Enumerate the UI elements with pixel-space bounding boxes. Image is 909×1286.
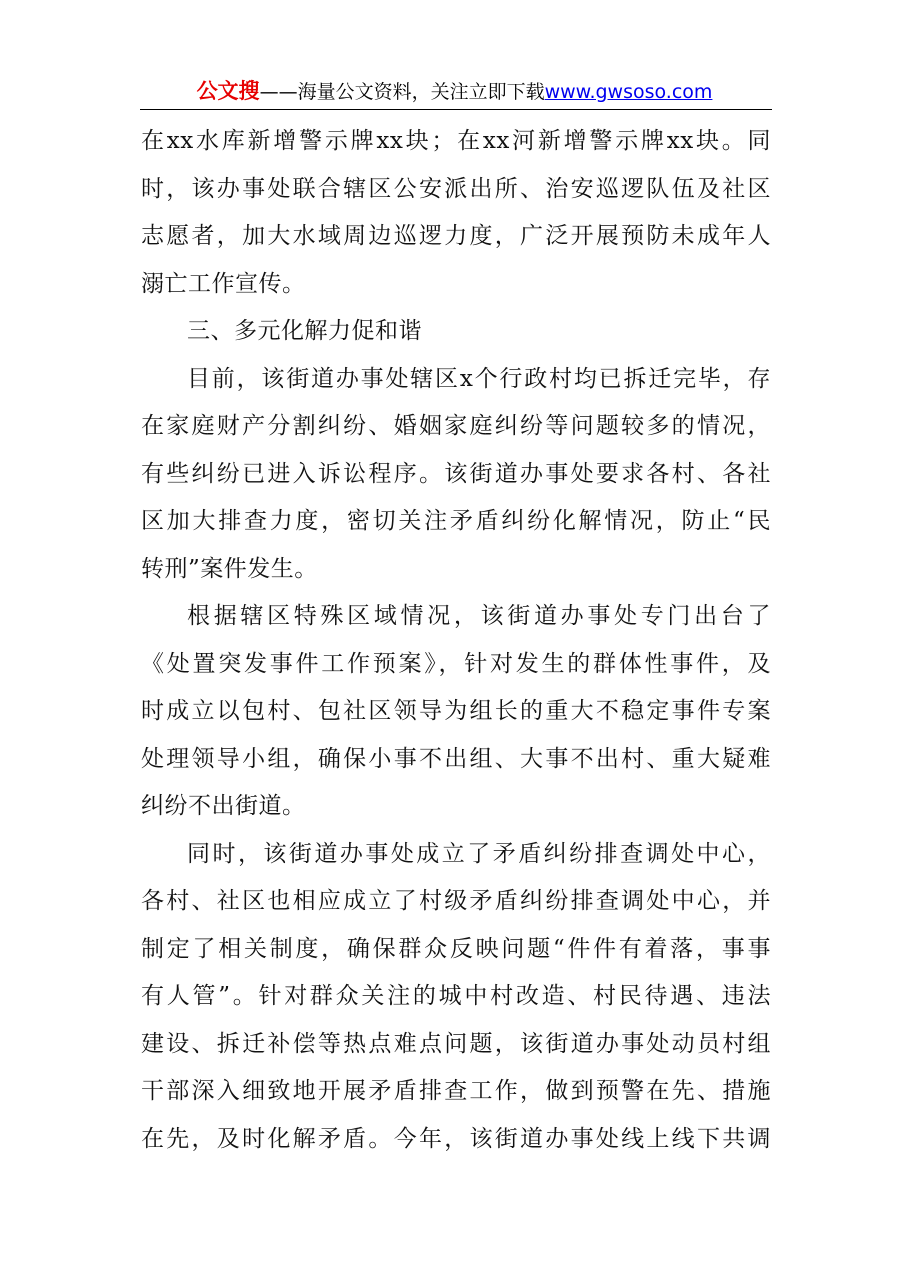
brand-logo-text: 公文搜 [196, 79, 260, 103]
text-line: 纠纷不出街道。 [141, 793, 306, 819]
header-link[interactable]: www.gwsoso.com [544, 81, 713, 103]
text-line: 有人管”。针对群众关注的城中村改造、村民待遇、违法 [141, 983, 771, 1009]
document-body [141, 118, 771, 1163]
page-header [0, 78, 909, 105]
text-line: 在xx水库新增警示牌xx块；在xx河新增警示牌xx块。同 [141, 128, 771, 154]
text-line: 志愿者，加大水域周边巡逻力度，广泛开展预防未成年人 [141, 223, 771, 249]
text-line: 《处置突发事件工作预案》，针对发生的群体性事件，及 [141, 650, 771, 677]
text-line: 转刑”案件发生。 [141, 555, 318, 582]
header-divider [140, 109, 772, 110]
text-line: 干部深入细致地开展矛盾排查工作，做到预警在先、措施 [141, 1078, 771, 1104]
text-line: 同时，该街道办事处成立了矛盾纠纷排查调处中心， [187, 840, 771, 867]
text-line: 根据辖区特殊区域情况，该街道办事处专门出台了 [187, 603, 771, 629]
text-line: 溺亡工作宣传。 [141, 270, 306, 297]
text-line: 有些纠纷已进入诉讼程序。该街道办事处要求各村、各社 [141, 460, 771, 487]
text-line: 区加大排查力度，密切关注矛盾纠纷化解情况，防止“民 [141, 508, 771, 534]
header-tagline: ——海量公文资料，关注立即下载 [259, 81, 545, 103]
text-line: 目前，该街道办事处辖区x个行政村均已拆迁完毕，存 [187, 365, 771, 392]
text-line: 各村、社区也相应成立了村级矛盾纠纷排查调处中心，并 [141, 888, 771, 914]
text-line: 处理领导小组，确保小事不出组、大事不出村、重大疑难 [141, 745, 771, 772]
text-line: 制定了相关制度，确保群众反映问题“件件有着落，事事 [141, 935, 771, 962]
text-line: 在先，及时化解矛盾。今年，该街道办事处线上线下共调 [141, 1125, 771, 1152]
text-line: 在家庭财产分割纠纷、婚姻家庭纠纷等问题较多的情况， [141, 413, 771, 439]
text-line: 时成立以包村、包社区领导为组长的重大不稳定事件专案 [141, 698, 771, 724]
text-line: 时，该办事处联合辖区公安派出所、治安巡逻队伍及社区 [141, 175, 771, 202]
section-heading: 三、多元化解力促和谐 [187, 318, 422, 344]
text-line: 建设、拆迁补偿等热点难点问题，该街道办事处动员村组 [141, 1030, 771, 1057]
